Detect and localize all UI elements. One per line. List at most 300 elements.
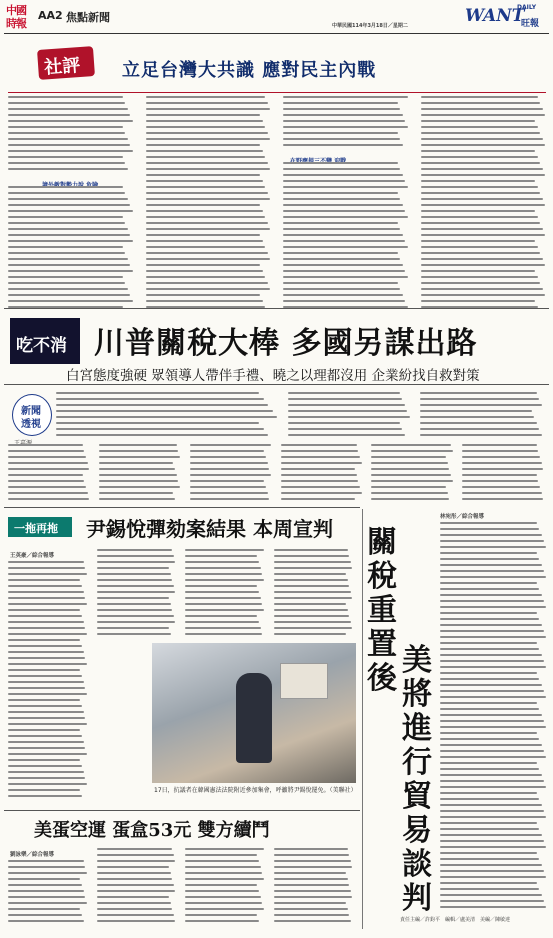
text-line — [8, 144, 130, 146]
text-line — [185, 621, 259, 623]
text-line — [97, 591, 176, 593]
text-line — [97, 597, 169, 599]
text-line — [8, 480, 84, 482]
text-line — [97, 908, 173, 910]
text-line — [8, 723, 87, 725]
text-line — [97, 555, 174, 557]
text-line — [97, 890, 176, 892]
text-line — [97, 633, 171, 635]
text-line — [283, 138, 400, 140]
text-line — [146, 246, 266, 248]
photo-sign — [280, 663, 328, 699]
editorial-subhead-1 — [42, 180, 98, 189]
text-line — [421, 300, 536, 302]
text-line — [56, 392, 259, 394]
text-line — [185, 872, 262, 874]
text-line — [440, 618, 539, 620]
text-line — [99, 492, 174, 494]
yoon-bottom-rule — [4, 810, 360, 811]
text-line — [8, 444, 83, 446]
text-line — [283, 270, 405, 272]
text-line — [371, 492, 447, 494]
text-line — [146, 186, 266, 188]
text-line — [8, 597, 85, 599]
text-line — [421, 144, 546, 146]
text-line — [185, 609, 264, 611]
text-line — [8, 168, 128, 170]
text-line — [440, 774, 542, 776]
text-line — [274, 597, 353, 599]
tariff-lede-right — [288, 392, 544, 438]
text-line — [462, 492, 542, 494]
news-analysis-badge — [12, 394, 52, 436]
text-line — [97, 549, 173, 551]
text-line — [283, 210, 405, 212]
text-line — [185, 579, 264, 581]
text-line — [146, 204, 261, 206]
text-line — [190, 492, 268, 494]
text-line — [371, 462, 447, 464]
tariff-header — [4, 314, 549, 386]
text-line — [420, 434, 542, 436]
text-line — [146, 276, 266, 278]
text-line — [274, 621, 351, 623]
text-line — [56, 410, 273, 412]
text-line — [440, 834, 542, 836]
text-line — [288, 398, 402, 400]
tariff-kicker: 吃不消 — [16, 336, 67, 356]
news-badge-line1: 新聞 — [21, 406, 41, 417]
text-line — [274, 585, 350, 587]
text-line — [421, 132, 541, 134]
protest-photo — [152, 643, 356, 783]
text-line — [8, 651, 84, 653]
text-line — [99, 480, 179, 482]
tariff-body — [4, 388, 549, 506]
egg-story — [4, 812, 360, 930]
text-line — [146, 234, 261, 236]
text-line — [8, 276, 123, 278]
editorial-body — [8, 96, 548, 310]
text-line — [420, 404, 542, 406]
text-line — [421, 156, 538, 158]
text-line — [274, 848, 348, 850]
text-line — [185, 890, 259, 892]
text-line — [8, 294, 130, 296]
text-line — [440, 780, 544, 782]
text-line — [421, 126, 538, 128]
text-line — [8, 693, 87, 695]
text-line — [440, 642, 537, 644]
text-line — [8, 102, 125, 104]
text-line — [440, 786, 546, 788]
text-line — [462, 474, 537, 476]
text-line — [420, 428, 539, 430]
text-line — [421, 288, 543, 290]
text-line — [283, 252, 398, 254]
text-line — [8, 902, 87, 904]
text-line — [371, 498, 449, 500]
text-line — [185, 573, 262, 575]
text-line — [185, 854, 257, 856]
text-line — [146, 162, 268, 164]
tariff-header-rule — [4, 384, 549, 385]
text-line — [288, 434, 405, 436]
text-line — [190, 444, 271, 446]
text-line — [8, 474, 83, 476]
text-line — [190, 456, 266, 458]
text-line — [97, 854, 174, 856]
text-line — [146, 264, 261, 266]
text-line — [8, 615, 82, 617]
text-line — [8, 687, 85, 689]
text-line — [8, 579, 80, 581]
text-line — [274, 615, 350, 617]
text-line — [146, 102, 268, 104]
text-line — [8, 675, 82, 677]
editorial-subhead-2 — [290, 156, 346, 165]
text-line — [146, 138, 271, 140]
text-line — [421, 294, 546, 296]
text-line — [462, 486, 540, 488]
text-line — [146, 144, 261, 146]
text-line — [274, 890, 351, 892]
text-line — [371, 456, 446, 458]
text-line — [8, 771, 84, 773]
text-line — [185, 878, 264, 880]
text-line — [8, 639, 80, 641]
text-line — [97, 860, 176, 862]
text-line — [56, 416, 277, 418]
text-line — [440, 714, 542, 716]
text-line — [146, 228, 271, 230]
text-line — [185, 848, 264, 850]
text-line — [146, 180, 263, 182]
text-line — [421, 240, 536, 242]
text-line — [421, 210, 536, 212]
text-line — [440, 654, 542, 656]
text-line — [146, 108, 271, 110]
text-line — [462, 468, 543, 470]
text-line — [8, 872, 87, 874]
text-line — [440, 660, 544, 662]
want-daily-large: WANT — [465, 6, 525, 26]
text-line — [8, 96, 123, 98]
text-line — [440, 582, 537, 584]
text-line — [283, 180, 405, 182]
text-line — [440, 552, 537, 554]
text-line — [421, 234, 546, 236]
text-line — [185, 567, 261, 569]
text-line — [440, 528, 539, 530]
text-line — [421, 222, 541, 224]
editorial-bottom-rule — [4, 308, 549, 309]
text-line — [8, 884, 82, 886]
text-line — [97, 914, 174, 916]
text-line — [440, 882, 537, 884]
editorial-badge-text: 社評 — [43, 55, 81, 79]
text-line — [274, 627, 353, 629]
text-line — [8, 462, 88, 464]
text-line — [440, 846, 546, 848]
text-line — [8, 890, 84, 892]
text-line — [440, 612, 537, 614]
text-line — [440, 822, 537, 824]
text-line — [8, 300, 133, 302]
text-line — [8, 609, 80, 611]
text-line — [97, 872, 171, 874]
text-line — [185, 633, 262, 635]
text-line — [8, 456, 86, 458]
text-line — [283, 126, 408, 128]
text-line — [283, 240, 405, 242]
trade-story-body — [440, 512, 550, 912]
text-line — [440, 870, 544, 872]
text-line — [8, 264, 130, 266]
text-line — [8, 735, 82, 737]
text-line — [274, 609, 348, 611]
text-line — [421, 96, 538, 98]
text-line — [421, 174, 546, 176]
text-line — [8, 573, 87, 575]
text-line — [440, 684, 542, 686]
text-line — [8, 198, 128, 200]
text-line — [8, 896, 85, 898]
text-line — [440, 696, 546, 698]
text-line — [185, 908, 264, 910]
text-line — [440, 750, 544, 752]
text-line — [440, 798, 539, 800]
text-line — [371, 450, 452, 452]
text-line — [8, 759, 80, 761]
text-line — [8, 729, 80, 731]
date-line: 中華民國114年3月18日／星期二 — [332, 23, 408, 29]
text-line — [283, 276, 408, 278]
editorial-headline: 立足台灣大共識 應對民主內戰 — [122, 60, 377, 81]
text-line — [146, 150, 263, 152]
text-line — [8, 234, 130, 236]
text-line — [274, 908, 348, 910]
text-line — [185, 866, 261, 868]
text-line — [190, 480, 265, 482]
text-line — [421, 198, 543, 200]
right-column-divider — [362, 509, 363, 929]
text-line — [185, 627, 261, 629]
text-line — [99, 498, 175, 500]
text-line — [8, 603, 87, 605]
text-line — [146, 168, 271, 170]
text-line — [371, 444, 451, 446]
text-line — [146, 252, 268, 254]
text-line — [421, 264, 546, 266]
text-line — [8, 210, 133, 212]
text-line — [8, 126, 123, 128]
text-line — [371, 468, 449, 470]
text-line — [97, 866, 169, 868]
text-line — [283, 204, 403, 206]
text-line — [97, 621, 176, 623]
text-line — [421, 216, 538, 218]
text-line — [8, 468, 89, 470]
text-line — [146, 240, 263, 242]
text-line — [274, 884, 350, 886]
text-line — [8, 132, 125, 134]
text-line — [371, 480, 452, 482]
text-line — [146, 156, 266, 158]
text-line — [440, 702, 537, 704]
text-line — [97, 896, 169, 898]
text-line — [440, 840, 544, 842]
text-line — [99, 462, 174, 464]
text-line — [283, 144, 403, 146]
text-line — [420, 410, 532, 412]
tariff-kicker-box — [10, 318, 80, 364]
text-line — [440, 804, 542, 806]
text-line — [8, 114, 130, 116]
text-line — [274, 920, 351, 922]
text-line — [146, 192, 268, 194]
text-line — [440, 888, 539, 890]
text-line — [440, 828, 539, 830]
editorial-headline-rule — [8, 92, 546, 93]
text-line — [97, 579, 173, 581]
text-line — [8, 795, 82, 797]
text-line — [8, 288, 128, 290]
text-line — [8, 222, 125, 224]
text-line — [8, 450, 84, 452]
text-line — [146, 132, 268, 134]
text-line — [440, 732, 537, 734]
text-line — [440, 606, 546, 608]
text-line — [190, 462, 268, 464]
text-line — [185, 597, 261, 599]
text-line — [8, 783, 87, 785]
text-line — [440, 906, 546, 908]
text-line — [185, 585, 257, 587]
text-line — [283, 198, 400, 200]
text-line — [146, 300, 263, 302]
text-line — [421, 192, 541, 194]
editorial-section — [4, 36, 549, 312]
text-line — [421, 180, 536, 182]
text-line — [8, 705, 82, 707]
text-line — [274, 573, 346, 575]
text-line — [8, 878, 80, 880]
text-line — [281, 462, 362, 464]
text-line — [97, 884, 174, 886]
text-line — [8, 240, 133, 242]
text-line — [8, 621, 84, 623]
text-line — [274, 878, 348, 880]
text-line — [99, 450, 179, 452]
text-line — [281, 486, 361, 488]
text-line — [8, 669, 80, 671]
egg-headline: 美蛋空運 蛋盒53元 雙方續鬥 — [34, 820, 270, 841]
text-line — [185, 914, 257, 916]
text-line — [421, 120, 536, 122]
text-line — [8, 498, 89, 500]
text-line — [421, 162, 541, 164]
text-line — [146, 174, 261, 176]
text-line — [146, 198, 271, 200]
text-line — [421, 168, 543, 170]
trade-vertical-headline — [364, 512, 438, 916]
tariff-body-columns — [8, 444, 545, 504]
text-line — [440, 810, 544, 812]
text-line — [440, 576, 546, 578]
text-line — [8, 777, 85, 779]
text-line — [283, 264, 403, 266]
text-line — [283, 216, 408, 218]
text-line — [97, 573, 171, 575]
yoon-story — [4, 509, 360, 809]
text-line — [421, 204, 546, 206]
text-line — [274, 896, 353, 898]
text-line — [440, 672, 537, 674]
text-line — [440, 678, 539, 680]
text-line — [283, 102, 398, 104]
tariff-bottom-rule — [4, 507, 360, 508]
text-line — [274, 872, 346, 874]
text-line — [56, 398, 264, 400]
text-line — [190, 468, 270, 470]
text-line — [283, 174, 403, 176]
text-line — [8, 120, 133, 122]
text-line — [420, 392, 537, 394]
china-times-logo — [6, 2, 32, 30]
text-line — [99, 444, 177, 446]
photo-figure — [236, 673, 272, 763]
text-line — [283, 120, 405, 122]
text-line — [8, 186, 123, 188]
text-line — [274, 902, 346, 904]
text-line — [8, 699, 80, 701]
text-line — [99, 486, 180, 488]
text-line — [462, 456, 540, 458]
tariff-headline: 川普關稅大棒 多國另謀出路 — [94, 326, 478, 361]
text-line — [8, 765, 82, 767]
text-line — [283, 162, 398, 164]
text-line — [99, 456, 180, 458]
text-line — [146, 114, 261, 116]
text-line — [440, 816, 546, 818]
masthead — [0, 0, 553, 34]
tariff-lede-text — [56, 392, 282, 438]
text-line — [146, 258, 271, 260]
text-line — [146, 222, 268, 224]
yoon-kicker: 一拖再拖 — [14, 522, 58, 535]
text-line — [288, 392, 400, 394]
text-line — [8, 561, 84, 563]
text-line — [421, 282, 541, 284]
text-line — [8, 920, 84, 922]
text-line — [185, 591, 259, 593]
text-line — [8, 156, 123, 158]
text-line — [281, 480, 359, 482]
text-line — [8, 252, 125, 254]
text-line — [283, 228, 400, 230]
text-line — [8, 753, 87, 755]
text-line — [440, 522, 537, 524]
text-line — [274, 854, 350, 856]
text-line — [440, 858, 539, 860]
text-line — [146, 288, 271, 290]
text-line — [421, 258, 543, 260]
text-line — [97, 615, 174, 617]
trade-headline-line1: 關稅重置後 — [367, 525, 397, 696]
text-line — [97, 902, 171, 904]
text-line — [190, 474, 271, 476]
